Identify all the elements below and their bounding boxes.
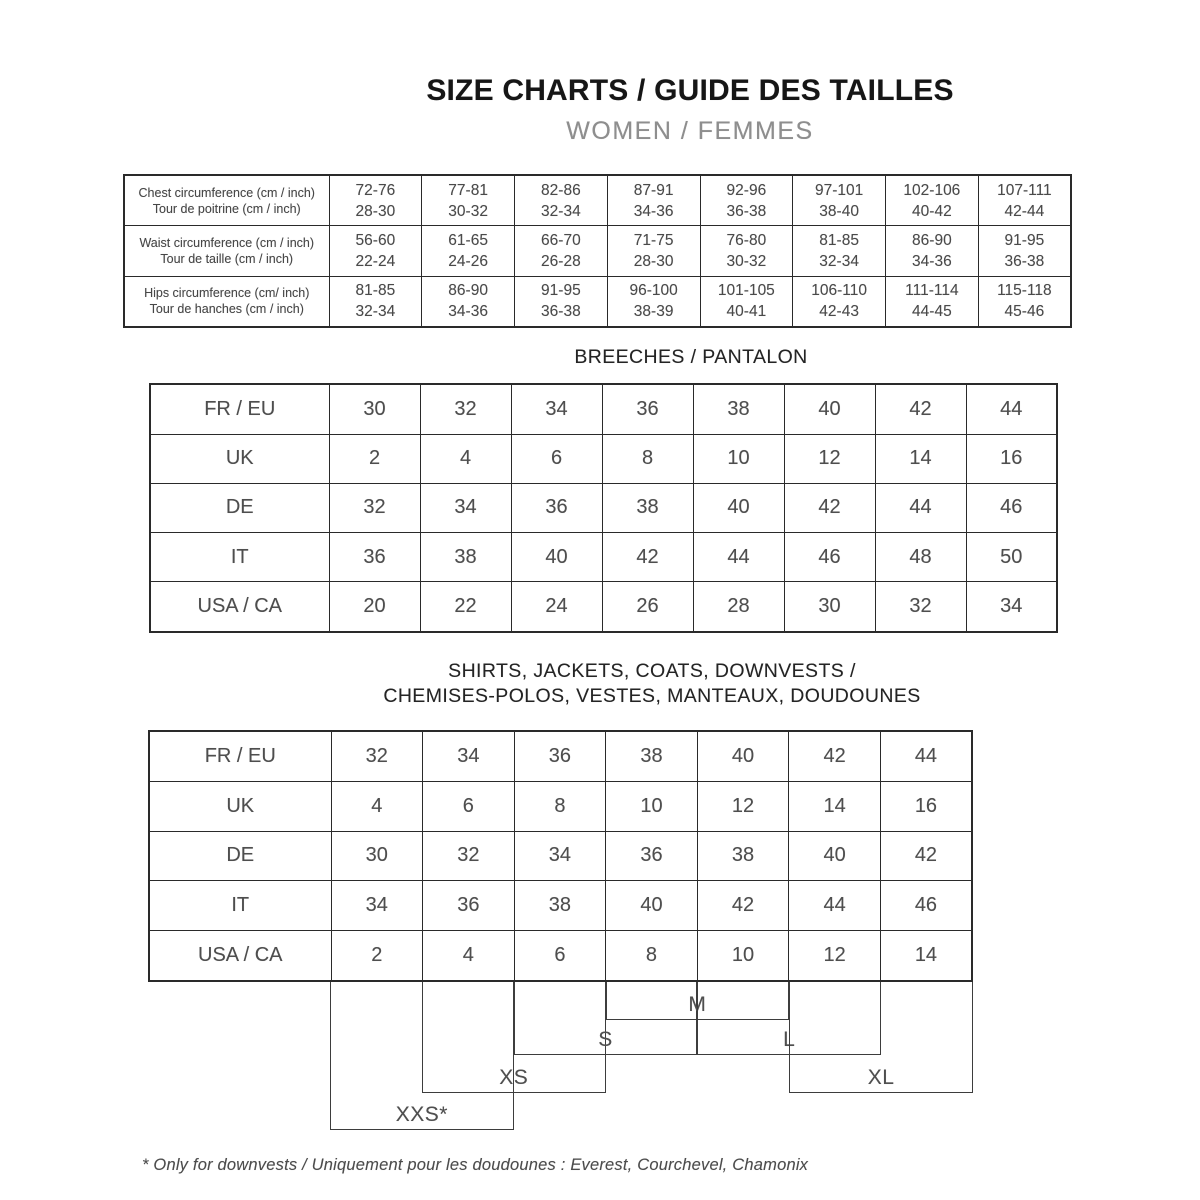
size-value-cell: 4 [423, 930, 515, 981]
size-value-cell: 34 [423, 731, 515, 782]
size-value-cell: 42 [602, 533, 693, 582]
size-value-cell: 36 [606, 831, 698, 881]
row-label-fr: Tour de taille (cm / inch) [160, 251, 294, 266]
value-cm: 91-95 [1004, 231, 1045, 249]
size-value-cell: 38 [693, 384, 784, 434]
size-value-cell: 32 [423, 831, 515, 881]
value-cm: 66-70 [541, 231, 581, 249]
table-row [124, 175, 1071, 226]
size-bracket-xl [789, 982, 973, 1093]
measurement-value-cell [329, 276, 422, 327]
value-cm: 91-95 [541, 282, 581, 300]
value-cm: 101-105 [717, 282, 775, 300]
value-inch: 45-46 [1004, 303, 1045, 321]
size-value-cell: 38 [420, 533, 511, 582]
value-inch: 34-36 [448, 303, 488, 321]
table-row [150, 483, 1057, 532]
size-value-cell: 44 [693, 533, 784, 582]
size-value-cell: 36 [329, 533, 420, 582]
measurements-table [123, 174, 1072, 328]
size-value-cell: 40 [606, 881, 698, 931]
size-value-cell: 16 [966, 434, 1057, 483]
measurement-value-cell [422, 276, 515, 327]
breeches-table-body [150, 384, 1057, 632]
size-value-cell: 38 [697, 831, 789, 881]
size-value-cell: 38 [606, 731, 698, 782]
value-cm: 115-118 [997, 282, 1052, 300]
table-row [150, 533, 1057, 582]
size-value-cell: 48 [875, 533, 966, 582]
value-cm: 106-110 [811, 282, 867, 300]
measurement-value-cell [515, 276, 608, 327]
size-value-cell: 12 [789, 930, 881, 981]
shirts-table [148, 730, 973, 982]
table-row [150, 434, 1057, 483]
measurement-value-cell [515, 175, 608, 226]
size-value-cell: 44 [966, 384, 1057, 434]
page-subtitle: WOMEN / FEMMES [566, 117, 814, 145]
value-inch: 42-43 [819, 303, 859, 321]
size-value-cell: 22 [420, 582, 511, 632]
size-value-cell: 14 [875, 434, 966, 483]
value-inch: 42-44 [1004, 202, 1045, 220]
size-value-cell: 16 [880, 782, 972, 832]
breeches-table [149, 383, 1058, 633]
value-inch: 34-36 [912, 252, 952, 270]
table-row [150, 384, 1057, 434]
size-bracket-label: XL [867, 1066, 895, 1089]
table-row [149, 831, 972, 881]
value-inch: 32-34 [355, 303, 396, 321]
title-block [190, 74, 1190, 146]
size-value-cell: 46 [784, 533, 875, 582]
value-cm: 81-85 [819, 231, 859, 249]
table-row [124, 226, 1071, 276]
value-inch: 34-36 [633, 202, 674, 220]
size-value-cell: 36 [423, 881, 515, 931]
size-value-cell: 8 [514, 782, 606, 832]
value-inch: 38-40 [819, 202, 859, 220]
measurement-value-cell [886, 175, 979, 226]
size-value-cell: 50 [966, 533, 1057, 582]
row-label-cell: USA / CA [150, 582, 329, 632]
row-label-cell: IT [149, 881, 331, 931]
size-value-cell: 20 [329, 582, 420, 632]
value-cm: 82-86 [541, 181, 581, 199]
footnote: * Only for downvests / Uniquement pour les doudounes : Everest, Courchevel, Chamonix [142, 1156, 809, 1174]
size-value-cell: 42 [789, 731, 881, 782]
shirts-section-title-line2: CHEMISES-POLOS, VESTES, MANTEAUX, DOUDOUNES [383, 685, 921, 707]
value-inch: 36-38 [541, 303, 581, 321]
size-value-cell: 8 [606, 930, 698, 981]
size-value-cell: 14 [789, 782, 881, 832]
value-cm: 96-100 [629, 282, 678, 300]
value-cm: 77-81 [448, 181, 488, 199]
page-title: SIZE CHARTS / GUIDE DES TAILLES [426, 74, 954, 107]
measurement-value-cell [793, 226, 886, 276]
measurement-value-cell [793, 175, 886, 226]
measurement-value-cell [422, 226, 515, 276]
measurement-value-cell [793, 276, 886, 327]
size-value-cell: 6 [514, 930, 606, 981]
value-cm: 56-60 [355, 231, 396, 249]
measurement-value-cell [329, 226, 422, 276]
row-label-cell [124, 226, 329, 276]
value-cm: 107-111 [997, 181, 1052, 199]
size-value-cell: 6 [511, 434, 602, 483]
size-value-cell: 34 [420, 483, 511, 532]
table-row [149, 881, 972, 931]
measurement-value-cell [515, 226, 608, 276]
size-brackets [148, 982, 973, 1134]
size-value-cell: 14 [880, 930, 972, 981]
table-row [124, 276, 1071, 327]
size-value-cell: 38 [602, 483, 693, 532]
size-value-cell: 10 [693, 434, 784, 483]
row-label-cell: USA / CA [149, 930, 331, 981]
size-value-cell: 42 [697, 881, 789, 931]
row-label-cell: UK [149, 782, 331, 832]
size-value-cell: 6 [423, 782, 515, 832]
row-label-cell: FR / EU [149, 731, 331, 782]
measurement-value-cell [700, 175, 793, 226]
size-value-cell: 42 [880, 831, 972, 881]
measurement-value-cell [607, 175, 700, 226]
size-value-cell: 30 [329, 384, 420, 434]
value-cm: 86-90 [912, 231, 952, 249]
size-value-cell: 36 [511, 483, 602, 532]
size-value-cell: 4 [420, 434, 511, 483]
row-label-fr: Tour de hanches (cm / inch) [149, 302, 304, 317]
size-value-cell: 42 [875, 384, 966, 434]
size-value-cell: 40 [693, 483, 784, 532]
value-inch: 38-39 [633, 303, 674, 321]
table-row [149, 782, 972, 832]
row-label-cell: DE [149, 831, 331, 881]
value-cm: 92-96 [726, 181, 767, 199]
table-row [149, 731, 972, 782]
row-label-fr: Tour de poitrine (cm / inch) [152, 201, 301, 216]
shirts-table-body [149, 731, 972, 981]
measurement-value-cell [607, 226, 700, 276]
measurement-value-cell [700, 276, 793, 327]
value-cm: 76-80 [726, 231, 767, 249]
measurement-value-cell [978, 276, 1071, 327]
value-cm: 61-65 [448, 231, 488, 249]
measurement-value-cell [886, 226, 979, 276]
size-value-cell: 40 [784, 384, 875, 434]
value-inch: 32-34 [819, 252, 859, 270]
value-inch: 22-24 [355, 252, 396, 270]
size-bracket-label: L [783, 1028, 796, 1051]
row-label-en: Chest circumference (cm / inch) [138, 185, 315, 200]
measurements-table-body [124, 175, 1071, 327]
measurement-value-cell [886, 276, 979, 327]
row-label-en: Hips circumference (cm/ inch) [144, 286, 310, 301]
value-inch: 28-30 [633, 252, 674, 270]
size-bracket-label: XXS* [395, 1103, 448, 1126]
size-value-cell: 40 [697, 731, 789, 782]
value-cm: 86-90 [448, 282, 488, 300]
size-value-cell: 42 [784, 483, 875, 532]
shirts-section-title [152, 659, 1152, 709]
value-inch: 30-32 [448, 202, 488, 220]
size-value-cell: 10 [697, 930, 789, 981]
value-inch: 36-38 [726, 202, 767, 220]
size-value-cell: 24 [511, 582, 602, 632]
size-value-cell: 28 [693, 582, 784, 632]
size-value-cell: 32 [329, 483, 420, 532]
size-value-cell: 26 [602, 582, 693, 632]
size-value-cell: 8 [602, 434, 693, 483]
table-row [150, 582, 1057, 632]
size-value-cell: 10 [606, 782, 698, 832]
row-label-cell [124, 175, 329, 226]
row-label-cell [124, 276, 329, 327]
size-value-cell: 44 [789, 881, 881, 931]
value-inch: 40-42 [912, 202, 952, 220]
value-cm: 72-76 [355, 181, 396, 199]
value-inch: 28-30 [355, 202, 396, 220]
measurement-value-cell [329, 175, 422, 226]
size-value-cell: 12 [784, 434, 875, 483]
size-value-cell: 30 [784, 582, 875, 632]
size-value-cell: 46 [880, 881, 972, 931]
measurement-value-cell [422, 175, 515, 226]
size-bracket-label: S [598, 1028, 613, 1051]
size-value-cell: 46 [966, 483, 1057, 532]
value-inch: 32-34 [541, 202, 581, 220]
value-inch: 26-28 [541, 252, 581, 270]
measurement-value-cell [978, 175, 1071, 226]
row-label-cell: UK [150, 434, 329, 483]
size-value-cell: 2 [329, 434, 420, 483]
row-label-en: Waist circumference (cm / inch) [139, 235, 315, 250]
row-label-cell: IT [150, 533, 329, 582]
size-value-cell: 40 [789, 831, 881, 881]
value-inch: 40-41 [726, 303, 767, 321]
value-inch: 24-26 [448, 252, 488, 270]
value-cm: 111-114 [905, 282, 959, 300]
measurement-value-cell [978, 226, 1071, 276]
row-label-cell: DE [150, 483, 329, 532]
size-value-cell: 34 [966, 582, 1057, 632]
size-value-cell: 30 [331, 831, 423, 881]
size-value-cell: 32 [420, 384, 511, 434]
value-cm: 97-101 [814, 181, 864, 199]
size-value-cell: 4 [331, 782, 423, 832]
value-inch: 30-32 [726, 252, 767, 270]
size-value-cell: 34 [331, 881, 423, 931]
measurement-value-cell [700, 226, 793, 276]
value-cm: 87-91 [633, 181, 674, 199]
size-value-cell: 34 [514, 831, 606, 881]
size-value-cell: 38 [514, 881, 606, 931]
measurement-value-cell [607, 276, 700, 327]
size-value-cell: 32 [875, 582, 966, 632]
table-row [149, 930, 972, 981]
size-value-cell: 40 [511, 533, 602, 582]
size-value-cell: 12 [697, 782, 789, 832]
size-bracket-label: XS [499, 1066, 529, 1089]
value-inch: 44-45 [912, 303, 952, 321]
size-value-cell: 34 [511, 384, 602, 434]
size-value-cell: 36 [514, 731, 606, 782]
size-value-cell: 44 [875, 483, 966, 532]
value-cm: 81-85 [355, 282, 396, 300]
size-value-cell: 36 [602, 384, 693, 434]
value-cm: 71-75 [633, 231, 674, 249]
size-bracket-label: M [688, 993, 707, 1016]
size-value-cell: 2 [331, 930, 423, 981]
value-cm: 102-106 [903, 181, 961, 199]
size-value-cell: 32 [331, 731, 423, 782]
row-label-cell: FR / EU [150, 384, 329, 434]
breeches-section-title: BREECHES / PANTALON [574, 346, 808, 368]
value-inch: 36-38 [1004, 252, 1045, 270]
shirts-section-title-line1: SHIRTS, JACKETS, COATS, DOWNVESTS / [448, 660, 856, 682]
size-value-cell: 44 [880, 731, 972, 782]
